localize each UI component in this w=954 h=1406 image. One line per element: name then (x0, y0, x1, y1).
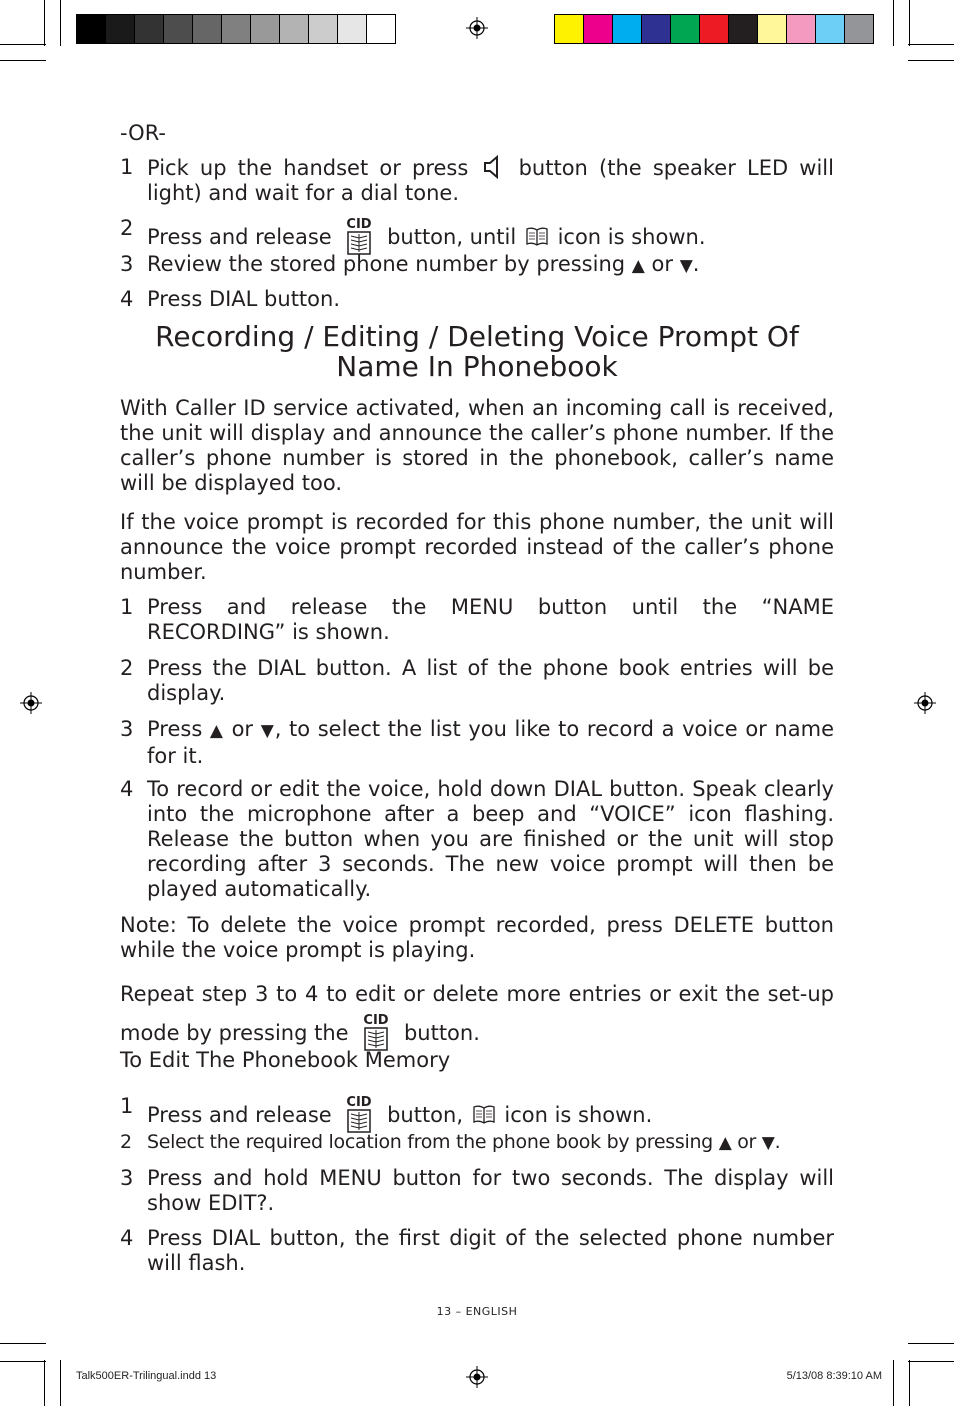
crop-mark (908, 60, 954, 61)
phonebook-icon (526, 226, 548, 246)
step-text: or (731, 1131, 762, 1153)
crop-mark (893, 1360, 894, 1406)
color-swatch (642, 15, 671, 43)
step-number: 2 (120, 216, 134, 240)
list-item (120, 656, 834, 706)
step-text: Press and release (147, 1103, 339, 1127)
color-swatch (367, 15, 395, 43)
step-text: Press the DIAL button. A list of the phone book entries will be display. (147, 656, 834, 705)
color-swatch (135, 15, 164, 43)
color-swatch (251, 15, 280, 43)
up-arrow-icon: ▲ (631, 256, 645, 276)
crop-mark (44, 1360, 45, 1406)
registration-mark-icon (914, 692, 936, 714)
step-text: or (223, 717, 261, 741)
step-number: 2 (120, 1131, 132, 1153)
crop-mark (0, 60, 46, 61)
color-swatch (787, 15, 816, 43)
registration-mark-icon (466, 17, 488, 39)
step-number: 3 (120, 1166, 134, 1190)
color-swatch (555, 15, 584, 43)
color-swatch (700, 15, 729, 43)
color-swatch (729, 15, 758, 43)
section-heading: Recording / Editing / Deleting Voice Prompt Of Name In Phonebook (155, 320, 799, 383)
date-slug: 5/13/08 8:39:10 AM (786, 1370, 882, 1382)
color-swatch (77, 15, 106, 43)
list-item (120, 287, 834, 312)
list-item (120, 1166, 834, 1216)
crop-mark (893, 0, 894, 46)
color-swatch (758, 15, 787, 43)
step-text: Press and release (147, 225, 339, 249)
step-text: button, until (380, 225, 523, 249)
step-number: 3 (120, 717, 134, 741)
step-number: 1 (120, 595, 134, 619)
step-number: 1 (120, 1094, 134, 1118)
speaker-icon (483, 155, 503, 179)
paragraph-text: Repeat step 3 to 4 to edit or delete more entries or exit the set-up mode by pressing the (120, 982, 834, 1045)
step-text: To record or edit the voice, hold down DIAL button. Speak clearly into the microphone after a beep and “VOICE” icon flashing. Release the button when you are finished or the unit will stop recording after 3 seconds. The new voice prompt will then be played automatically. (147, 777, 834, 901)
crop-mark (44, 0, 45, 46)
color-swatch (671, 15, 700, 43)
crop-mark (908, 1343, 954, 1344)
crop-mark (909, 0, 910, 46)
list-item (120, 595, 834, 645)
list-item (120, 216, 834, 256)
step-text: button, (380, 1103, 470, 1127)
paragraph-text: button. (397, 1021, 480, 1045)
cid-button-icon (342, 1094, 376, 1134)
color-swatch (338, 15, 367, 43)
color-swatch (106, 15, 135, 43)
list-item (120, 777, 834, 902)
crop-mark (908, 44, 954, 45)
or-label: -OR- (120, 121, 167, 145)
crop-mark (60, 0, 61, 46)
step-text: icon is shown. (497, 1103, 653, 1127)
color-swatch (280, 15, 309, 43)
down-arrow-icon: ▼ (679, 256, 693, 276)
crop-mark (908, 1361, 954, 1362)
step-text: or (644, 252, 680, 276)
phonebook-icon (473, 1104, 495, 1124)
registration-mark-icon (20, 692, 42, 714)
color-swatch (164, 15, 193, 43)
crop-mark (0, 1361, 46, 1362)
step-text: . (692, 252, 700, 276)
list-item (120, 1094, 834, 1134)
list-item (120, 717, 834, 769)
color-swatch (309, 15, 338, 43)
list-item (120, 1226, 834, 1276)
file-slug: Talk500ER-Trilingual.indd 13 (76, 1370, 217, 1382)
step-text: Review the stored phone number by pressing (147, 252, 632, 276)
grayscale-color-bar (76, 14, 396, 44)
step-text: Pick up the handset or press (147, 156, 480, 180)
step-text: Press DIAL button. (147, 287, 340, 311)
up-arrow-icon: ▲ (209, 721, 224, 741)
note-paragraph: Note: To delete the voice prompt recorded, press DELETE button while the voice prompt is playing. (120, 913, 834, 962)
cid-label: CID (363, 1013, 389, 1028)
crop-mark (0, 44, 46, 45)
down-arrow-icon: ▼ (260, 721, 275, 741)
crop-mark (60, 1360, 61, 1406)
cid-button-icon (359, 1012, 393, 1052)
subheading: To Edit The Phonebook Memory (120, 1048, 451, 1072)
process-color-bar (554, 14, 874, 44)
color-swatch (193, 15, 222, 43)
color-swatch (584, 15, 613, 43)
up-arrow-icon: ▲ (718, 1133, 732, 1153)
step-number: 4 (120, 777, 134, 801)
page-footer: 13 – ENGLISH (436, 1305, 518, 1318)
cid-button-icon (342, 216, 376, 256)
step-text: icon is shown. (550, 225, 706, 249)
list-item (120, 1130, 834, 1156)
color-swatch (816, 15, 845, 43)
list-item (120, 155, 834, 206)
registration-mark-icon (466, 1366, 488, 1388)
step-number: 3 (120, 252, 134, 276)
color-swatch (845, 15, 873, 43)
step-number: 4 (120, 287, 134, 311)
step-text: Press DIAL button, the first digit of the selected phone number will flash. (147, 1226, 834, 1275)
paragraph (120, 977, 834, 1052)
step-text: Press (147, 717, 210, 741)
step-text: button (the speaker LED will light) and wait for a dial tone. (147, 156, 834, 205)
paragraph: If the voice prompt is recorded for this phone number, the unit will announce the voice prompt recorded instead of the caller’s phone number. (120, 510, 834, 584)
step-number: 4 (120, 1226, 134, 1250)
down-arrow-icon: ▼ (761, 1133, 775, 1153)
paragraph: With Caller ID service activated, when an incoming call is received, the unit will display and announce the caller’s phone number. If the caller’s phone number is stored in the phonebook, caller’s name will be displayed too. (120, 396, 834, 495)
step-number: 1 (120, 155, 134, 179)
step-text: , to select the list you like to record a voice or name for it. (147, 717, 834, 768)
color-swatch (613, 15, 642, 43)
crop-mark (909, 1360, 910, 1406)
list-item (120, 252, 834, 279)
step-text: . (774, 1131, 781, 1153)
step-text: Press and hold MENU button for two seconds. The display will show EDIT?. (147, 1166, 834, 1215)
cid-label: CID (346, 1095, 372, 1110)
step-text: Select the required location from the phone book by pressing (147, 1131, 719, 1153)
crop-mark (0, 1343, 46, 1344)
step-number: 2 (120, 656, 134, 680)
step-text: Press and release the MENU button until the “NAME RECORDING” is shown. (147, 595, 834, 644)
cid-label: CID (346, 217, 372, 232)
color-swatch (222, 15, 251, 43)
